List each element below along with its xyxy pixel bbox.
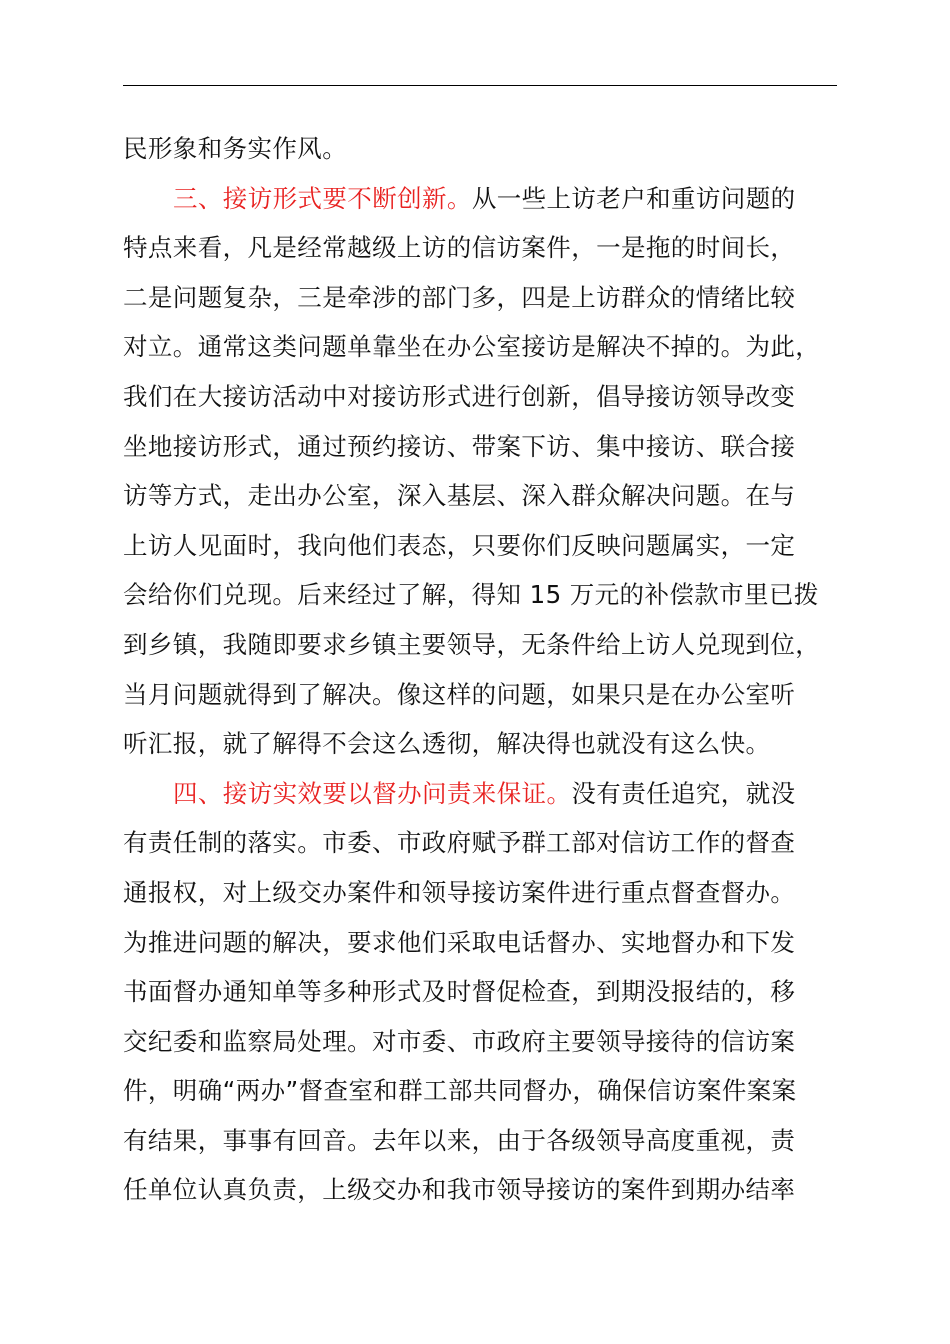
text-line: 交纪委和监察局处理。对市委、市政府主要领导接待的信访案 (123, 1026, 796, 1056)
text-run: 从一些上访老户和重访问题的 (471, 183, 796, 213)
text-line: 听汇报，就了解得不会这么透彻，解决得也就没有这么快。 (123, 729, 771, 759)
text-line: 我们在大接访活动中对接访形式进行创新，倡导接访领导改变 (123, 381, 796, 411)
text-line: 通报权，对上级交办案件和领导接访案件进行重点督查督办。 (123, 877, 796, 907)
text-line: 特点来看，凡是经常越级上访的信访案件，一是拖的时间长， (123, 233, 796, 263)
text-line: 会给你们兑现。后来经过了解，得知 15 万元的补偿款市里已拨 (123, 580, 819, 610)
text-line: 上访人见面时，我向他们表态，只要你们反映问题属实，一定 (123, 530, 796, 560)
text-line: 访等方式，走出办公室，深入基层、深入群众解决问题。在与 (123, 481, 796, 511)
text-line: 有结果，事事有回音。去年以来，由于各级领导高度重视，责 (123, 1125, 796, 1155)
text-line: 书面督办通知单等多种形式及时督促检查，到期没报结的，移 (123, 977, 796, 1007)
text-line: 民形象和务实作风。 (123, 134, 348, 163)
text-line: 到乡镇，我随即要求乡镇主要领导，无条件给上访人兑现到位， (123, 629, 821, 659)
text-line: 对立。通常这类问题单靠坐在办公室接访是解决不掉的。为此， (123, 332, 821, 362)
header-rule (123, 85, 837, 86)
text-line: 有责任制的落实。市委、市政府赋予群工部对信访工作的督查 (123, 828, 796, 858)
document-body (123, 124, 837, 1215)
text-line: 二是问题复杂，三是牵涉的部门多，四是上访群众的情绪比较 (123, 282, 796, 312)
text-line: 任单位认真负责，上级交办和我市领导接访的案件到期办结率 (123, 1175, 796, 1205)
section-heading-4: 四、接访实效要以督办问责来保证。 (173, 778, 572, 808)
text-run: 没有责任追究，就没 (571, 778, 796, 808)
paragraph-section-4-first-line (123, 769, 837, 819)
section-heading-3: 三、接访形式要不断创新。 (173, 183, 472, 213)
paragraph-section-3-first-line (123, 174, 837, 224)
text-line: 坐地接访形式，通过预约接访、带案下访、集中接访、联合接 (123, 431, 796, 461)
text-line: 件，明确“两办”督查室和群工部共同督办，确保信访案件案案 (123, 1076, 797, 1106)
text-line: 当月问题就得到了解决。像这样的问题，如果只是在办公室听 (123, 679, 796, 709)
text-line: 为推进问题的解决，要求他们采取电话督办、实地督办和下发 (123, 927, 796, 957)
